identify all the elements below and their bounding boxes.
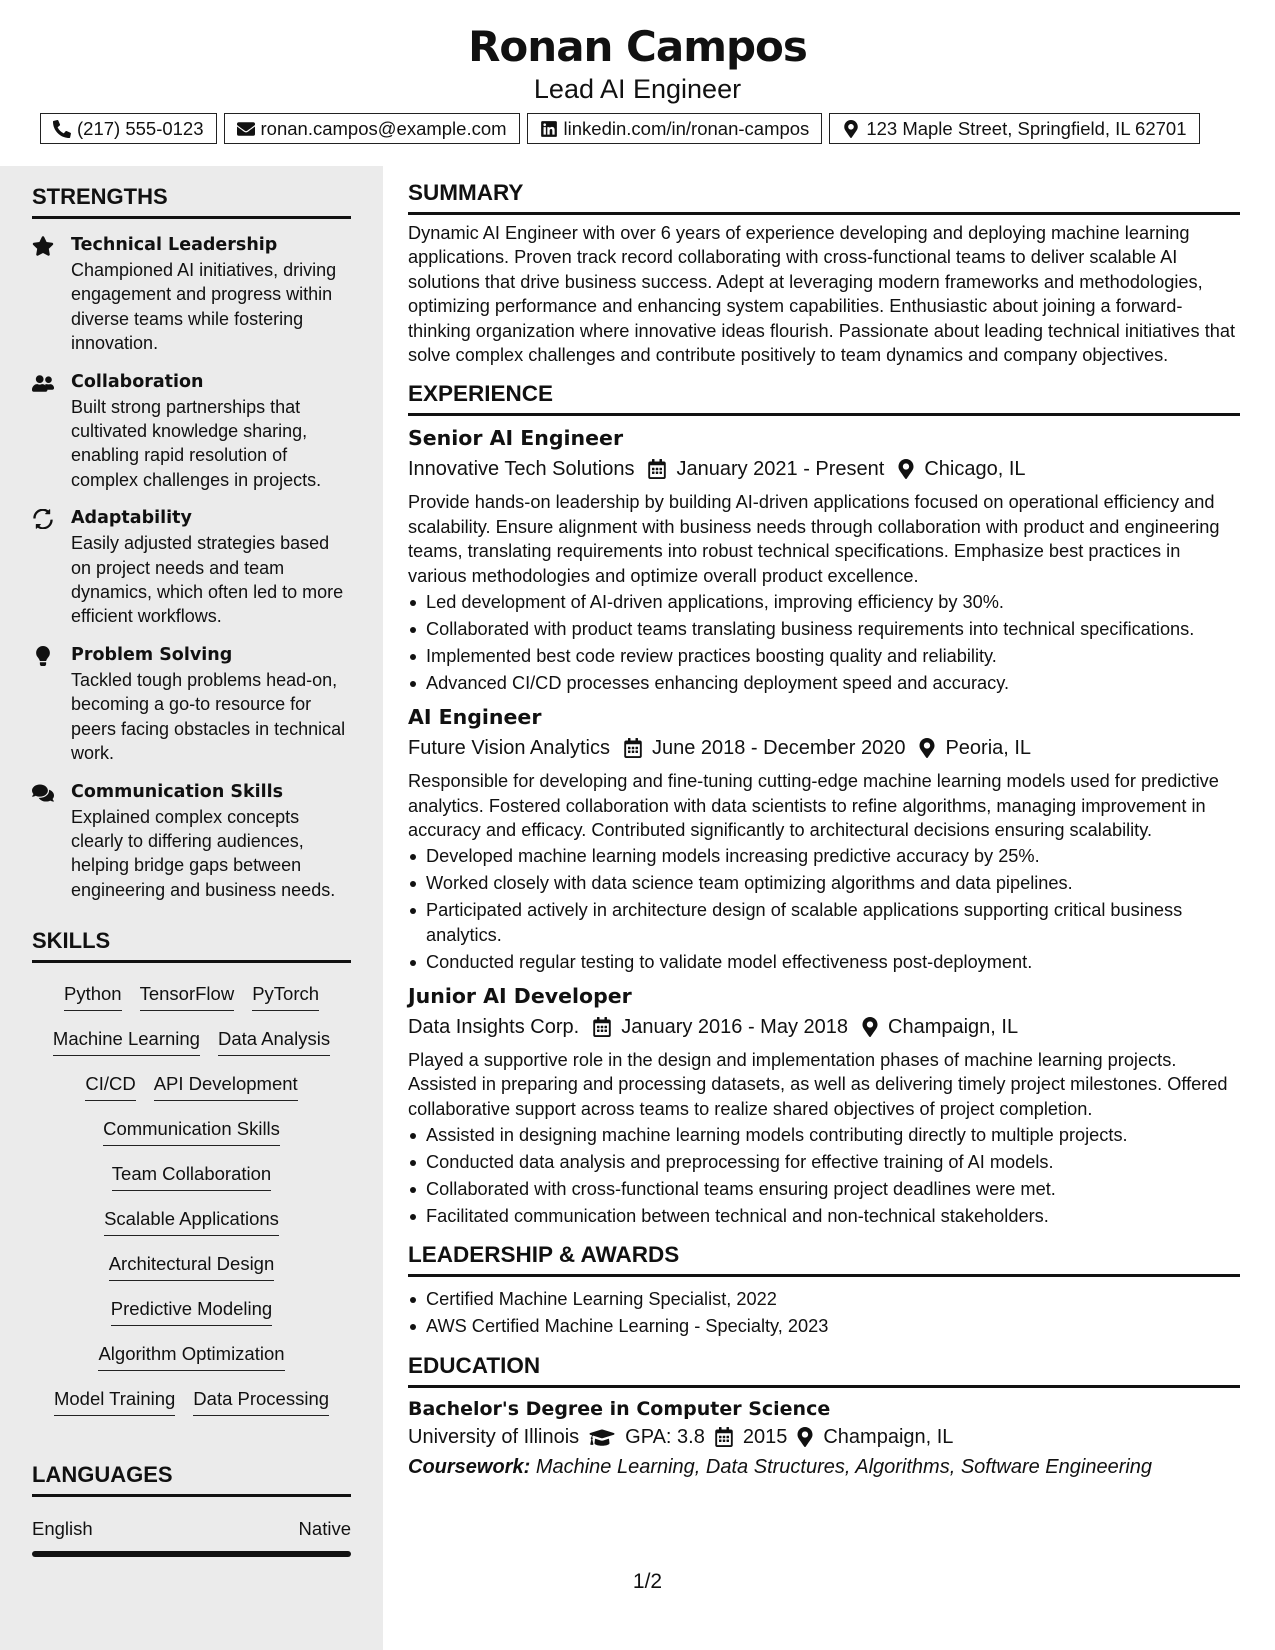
job-bullets xyxy=(408,590,1240,695)
award-item: AWS Certified Machine Learning - Specialty, 2023 xyxy=(408,1314,1240,1338)
sidebar xyxy=(0,166,383,1650)
resume-header xyxy=(0,0,1275,166)
contact-email[interactable] xyxy=(224,113,520,144)
skill-row xyxy=(32,1071,351,1116)
skill-tag: API Development xyxy=(154,1071,298,1101)
job-meta xyxy=(408,1012,1240,1042)
calendar-icon xyxy=(593,1017,611,1037)
job-company: Innovative Tech Solutions xyxy=(408,458,635,481)
job-bullet: Implemented best code review practices boosting quality and reliability. xyxy=(408,644,1240,668)
skill-tag: Communication Skills xyxy=(103,1116,280,1146)
coursework xyxy=(408,1452,1240,1482)
address-text: 123 Maple Street, Springfield, IL 62701 xyxy=(866,117,1187,139)
job-bullet: Led development of AI-driven applications, improving efficiency by 30%. xyxy=(408,590,1240,614)
skill-tag: Predictive Modeling xyxy=(111,1296,272,1326)
job-bullet: Assisted in designing machine learning models contributing directly to multiple projects. xyxy=(408,1123,1240,1147)
contact-address xyxy=(829,113,1199,144)
job-description: Responsible for developing and fine-tuning cutting-edge machine learning models used for predictive analytics. Fostered collaboration with data scientists to refine algorithms, managing improvement in accuracy and efficacy. Contributed significantly to architectural decisions ensuring scalability. xyxy=(408,771,1219,841)
job-bullets xyxy=(408,844,1240,973)
job-bullet: Advanced CI/CD processes enhancing deployment speed and accuracy. xyxy=(408,671,1240,695)
envelope-icon xyxy=(237,120,255,138)
summary-section xyxy=(408,180,1240,367)
calendar-icon xyxy=(624,738,642,758)
linkedin-icon xyxy=(540,120,558,138)
strength-title: Communication Skills xyxy=(71,781,284,802)
skills-list xyxy=(32,981,351,1431)
job-bullet: Developed machine learning models increasing predictive accuracy by 25%. xyxy=(408,844,1240,868)
job-meta xyxy=(408,454,1240,484)
strength-desc: Built strong partnerships that cultivated knowledge sharing, enabling rapid resolution of complex challenges in projects. xyxy=(71,396,322,490)
phone-icon xyxy=(53,120,71,138)
job-description: Played a supportive role in the design and implementation phases of machine learning projects. Assisted in preparing and processing datasets, as well as delivering timely project milestones. Offered collaborative support across teams to realize shared objectives of project completion. xyxy=(408,1049,1228,1119)
skill-tag: Scalable Applications xyxy=(104,1206,279,1236)
language-proficiency-bar xyxy=(32,1551,351,1557)
strength-title: Problem Solving xyxy=(71,644,233,665)
candidate-role: Lead AI Engineer xyxy=(533,74,742,104)
job-dates: January 2021 - Present xyxy=(676,458,885,481)
strength-item xyxy=(32,780,351,903)
job-bullet: Conducted data analysis and preprocessing for effective training of AI models. xyxy=(408,1150,1240,1174)
job-meta xyxy=(408,733,1240,763)
skill-row xyxy=(32,981,351,1026)
job-company: Data Insights Corp. xyxy=(408,1015,580,1038)
phone-text: (217) 555-0123 xyxy=(77,117,204,139)
job-dates: January 2016 - May 2018 xyxy=(621,1015,849,1038)
strength-item xyxy=(32,643,351,766)
email-text: ronan.campos@example.com xyxy=(260,117,507,139)
skill-tag: Team Collaboration xyxy=(112,1161,271,1191)
coursework-label: Coursework: xyxy=(408,1455,531,1478)
job-company: Future Vision Analytics xyxy=(408,737,610,760)
linkedin-text: linkedin.com/in/ronan-campos xyxy=(563,117,810,139)
education-location: Champaign, IL xyxy=(823,1425,954,1448)
strength-desc: Tackled tough problems head-on, becoming a go-to resource for peers facing obstacles in technical work. xyxy=(71,669,346,764)
skill-tag: Data Processing xyxy=(193,1386,329,1416)
awards-title: LEADERSHIP & AWARDS xyxy=(408,1242,1240,1277)
awards-list xyxy=(408,1287,1240,1338)
job-bullets xyxy=(408,1123,1240,1228)
skill-tag: Python xyxy=(64,981,122,1011)
skills-title: SKILLS xyxy=(32,928,351,963)
calendar-icon xyxy=(715,1427,733,1447)
languages-section xyxy=(32,1462,351,1557)
skill-tag: PyTorch xyxy=(252,981,319,1011)
job-bullet: Conducted regular testing to validate model effectiveness post-deployment. xyxy=(408,950,1240,974)
languages-title: LANGUAGES xyxy=(32,1462,351,1497)
job-bullet: Participated actively in architecture design of scalable applications supporting critical business analytics. xyxy=(408,898,1240,946)
summary-text: Dynamic AI Engineer with over 6 years of experience developing and deploying machine learning applications. Proven track record collaborating with cross-functional teams to deliver scalable AI solutions that drive business success. Adept at leveraging modern frameworks and methodologies, optimizing performance and enhancing system capabilities. Enthusiastic about joining a forward-thinking organization where innovative ideas flourish. Passionate about leading technical initiatives that solve complex challenges and contribute positively to team dynamics and company objectives. xyxy=(408,223,1236,366)
education-meta xyxy=(408,1422,1240,1452)
job-location: Chicago, IL xyxy=(924,458,1026,481)
comments-icon xyxy=(32,783,54,803)
education-section xyxy=(408,1353,1240,1482)
strength-title: Technical Leadership xyxy=(71,235,278,255)
job-location: Peoria, IL xyxy=(945,737,1032,760)
job-title: AI Engineer xyxy=(408,705,542,730)
job-title: Junior AI Developer xyxy=(408,983,632,1008)
contact-linkedin[interactable] xyxy=(527,113,823,144)
job-entry xyxy=(408,982,1240,1228)
job-entry xyxy=(408,424,1240,695)
language-level: Native xyxy=(298,1518,351,1539)
job-description: Provide hands-on leadership by building AI-driven applications focused on operational efficiency and scalability. Ensure alignment with business needs through collaboration with product and engineering teams, translating requirements into robust technical specifications. Emphasize best practices in various methodologies and optimize overall product excellence. xyxy=(408,492,1220,586)
skill-tag: CI/CD xyxy=(85,1071,135,1101)
coursework-list: Machine Learning, Data Structures, Algorithms, Software Engineering xyxy=(535,1455,1153,1478)
job-bullet: Facilitated communication between technical and non-technical stakeholders. xyxy=(408,1204,1240,1228)
candidate-name: Ronan Campos xyxy=(468,22,807,71)
skill-tag: Algorithm Optimization xyxy=(98,1341,284,1371)
language-item xyxy=(32,1517,351,1541)
page-number: 1/2 xyxy=(632,1570,663,1593)
users-icon xyxy=(32,373,54,393)
skill-row xyxy=(32,1161,351,1206)
calendar-icon xyxy=(648,459,666,479)
language-name: English xyxy=(32,1518,93,1539)
strength-title: Adaptability xyxy=(71,508,192,529)
strength-item xyxy=(32,506,351,629)
summary-title: SUMMARY xyxy=(408,180,1240,215)
skill-row xyxy=(32,1206,351,1251)
education-title: EDUCATION xyxy=(408,1353,1240,1388)
skills-section xyxy=(32,928,351,1431)
job-bullet: Worked closely with data science team optimizing algorithms and data pipelines. xyxy=(408,871,1240,895)
lightbulb-icon xyxy=(32,646,54,666)
job-bullet: Collaborated with cross-functional teams ensuring project deadlines were met. xyxy=(408,1177,1240,1201)
strength-item xyxy=(32,370,351,493)
job-title: Senior AI Engineer xyxy=(408,426,624,451)
contact-phone xyxy=(40,113,217,144)
job-location: Champaign, IL xyxy=(888,1015,1019,1038)
award-item: Certified Machine Learning Specialist, 2022 xyxy=(408,1287,1240,1311)
skill-row xyxy=(32,1116,351,1161)
job-entry xyxy=(408,703,1240,974)
skill-tag: Machine Learning xyxy=(53,1026,200,1056)
main-content xyxy=(408,180,1240,1482)
strengths-title: STRENGTHS xyxy=(32,184,351,219)
job-bullet: Collaborated with product teams translating business requirements into technical specifications. xyxy=(408,617,1240,641)
strength-desc: Championed AI initiatives, driving engagement and progress within diverse teams while fostering innovation. xyxy=(71,260,337,354)
experience-title: EXPERIENCE xyxy=(408,381,1240,416)
skill-row xyxy=(32,1386,351,1431)
awards-section xyxy=(408,1242,1240,1338)
skill-row xyxy=(32,1026,351,1071)
sync-icon xyxy=(32,509,54,529)
strength-item xyxy=(32,233,351,356)
skill-row xyxy=(32,1296,351,1341)
map-pin-icon xyxy=(842,120,860,138)
degree: Bachelor's Degree in Computer Science xyxy=(408,1397,831,1420)
skill-tag: Model Training xyxy=(54,1386,175,1416)
strength-desc: Easily adjusted strategies based on project needs and team dynamics, which often led to more efficient workflows. xyxy=(71,533,344,627)
map-pin-icon xyxy=(862,1017,878,1037)
experience-section xyxy=(408,381,1240,1228)
map-pin-icon xyxy=(898,459,914,479)
map-pin-icon xyxy=(919,738,935,758)
strength-desc: Explained complex concepts clearly to differing audiences, helping bridge gaps between engineering and business needs. xyxy=(71,806,336,900)
strength-title: Collaboration xyxy=(71,371,204,392)
skill-row xyxy=(32,1341,351,1386)
map-pin-icon xyxy=(797,1427,813,1447)
contact-bar xyxy=(40,113,1200,144)
star-icon xyxy=(32,236,54,256)
strengths-section xyxy=(32,184,351,902)
graduation-year: 2015 xyxy=(742,1425,788,1448)
skill-tag: Architectural Design xyxy=(109,1251,275,1281)
school: University of Illinois xyxy=(408,1425,580,1448)
skill-row xyxy=(32,1251,351,1296)
gpa: GPA: 3.8 xyxy=(625,1425,705,1448)
skill-tag: Data Analysis xyxy=(218,1026,330,1056)
job-dates: June 2018 - December 2020 xyxy=(651,737,906,760)
skill-tag: TensorFlow xyxy=(140,981,235,1011)
graduation-cap-icon xyxy=(589,1427,615,1447)
